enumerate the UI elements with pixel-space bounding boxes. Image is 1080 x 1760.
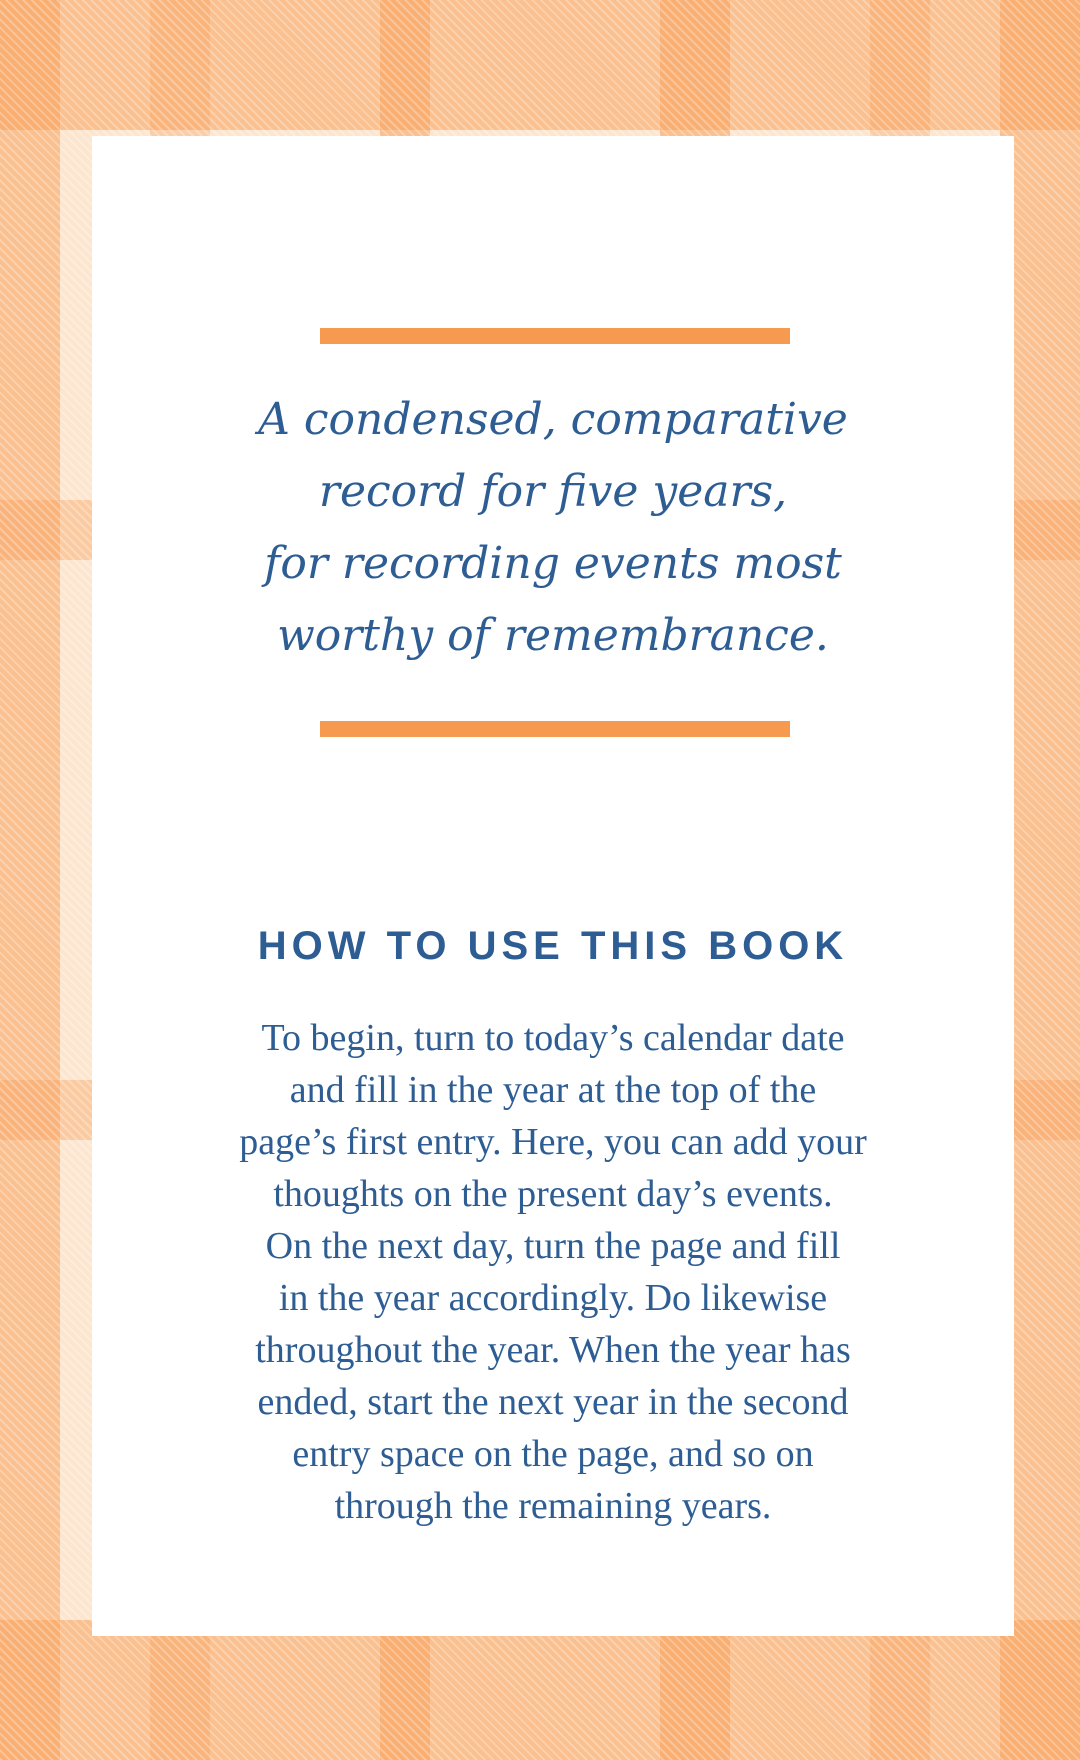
instructions-line: throughout the year. When the year has <box>255 1329 851 1371</box>
bottom-divider <box>320 721 790 737</box>
tagline <box>152 384 954 672</box>
content-panel <box>92 136 1014 1636</box>
instructions-line: and fill in the year at the top of the <box>289 1069 817 1111</box>
instructions-line: On the next day, turn the page and fill <box>265 1225 841 1267</box>
tagline-line: worthy of remembrance. <box>277 610 829 661</box>
instructions-line: To begin, turn to today’s calendar date <box>261 1017 845 1059</box>
instructions-body <box>132 1012 974 1532</box>
top-divider <box>320 328 790 344</box>
instructions-line: in the year accordingly. Do likewise <box>278 1277 828 1319</box>
tagline-line: record for five years, <box>318 466 788 517</box>
tagline-line: A condensed, comparative <box>258 394 848 445</box>
section-heading: HOW TO USE THIS BOOK <box>257 924 849 968</box>
instructions-line: thoughts on the present day’s events. <box>273 1173 833 1215</box>
instructions-line: ended, start the next year in the second <box>257 1381 849 1423</box>
instructions-line: through the remaining years. <box>334 1485 772 1527</box>
instructions-line: page’s first entry. Here, you can add your <box>239 1121 867 1163</box>
tagline-line: for recording events most <box>264 538 842 589</box>
instructions-line: entry space on the page, and so on <box>292 1433 814 1475</box>
